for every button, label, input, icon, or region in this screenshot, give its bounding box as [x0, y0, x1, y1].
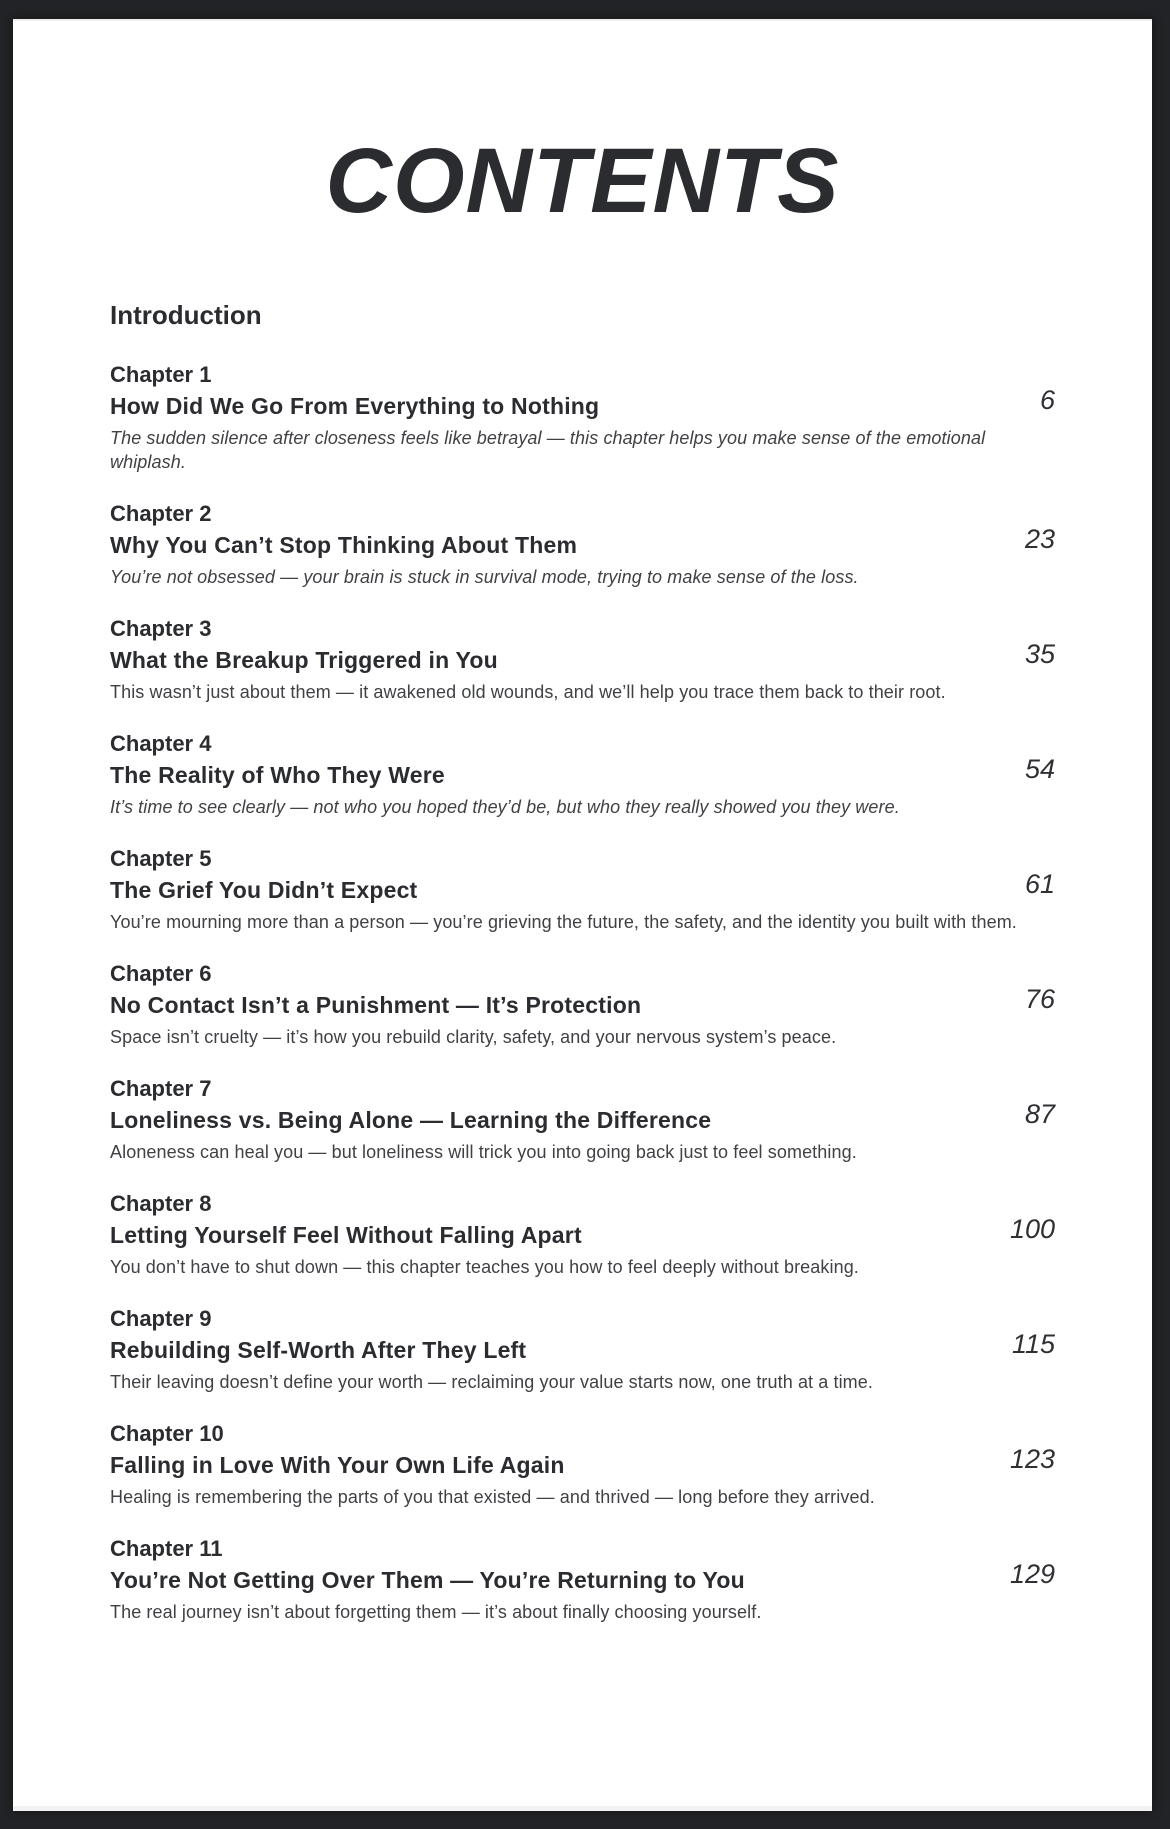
page-content	[13, 21, 1152, 1624]
chapter-label: Chapter 5	[110, 846, 212, 871]
contents-title: CONTENTS	[325, 130, 840, 232]
chapter-title: Why You Can’t Stop Thinking About Them	[110, 532, 578, 558]
toc-entry[interactable]	[110, 1188, 1055, 1279]
chapter-description: Their leaving doesn’t define your worth — reclaiming your value starts now, one truth at a time.	[110, 1372, 873, 1392]
chapter-label: Chapter 9	[110, 1306, 212, 1331]
toc-entry[interactable]	[110, 1073, 1055, 1164]
chapter-page-number: 23	[1024, 524, 1055, 554]
chapter-description: Healing is remembering the parts of you that existed — and thrived — long before they arrived.	[110, 1487, 875, 1507]
chapter-label: Chapter 7	[110, 1076, 212, 1101]
chapter-page-number: 129	[1009, 1559, 1055, 1589]
toc-entry[interactable]	[110, 498, 1055, 589]
chapter-page-number: 54	[1024, 754, 1055, 784]
chapter-page-number: 115	[1011, 1329, 1055, 1359]
chapter-title: You’re Not Getting Over Them — You’re Returning to You	[110, 1567, 745, 1593]
chapter-description: Space isn’t cruelty — it’s how you rebuild clarity, safety, and your nervous system’s peace.	[110, 1027, 837, 1047]
chapter-title: Loneliness vs. Being Alone — Learning the Difference	[110, 1107, 712, 1133]
toc-entry[interactable]	[110, 958, 1055, 1049]
chapter-label: Chapter 6	[110, 961, 212, 986]
chapter-label: Chapter 11	[110, 1536, 223, 1561]
toc-entry[interactable]	[110, 359, 1055, 474]
chapter-page-number: 100	[1009, 1214, 1055, 1244]
chapter-description: Aloneness can heal you — but loneliness will trick you into going back just to feel something.	[110, 1142, 857, 1162]
chapter-page-number: 61	[1024, 869, 1055, 899]
document-page	[13, 19, 1152, 1811]
chapter-title: Falling in Love With Your Own Life Again	[110, 1452, 565, 1478]
chapter-description: The real journey isn’t about forgetting them — it’s about finally choosing yourself.	[110, 1602, 762, 1622]
chapter-description: This wasn’t just about them — it awakened old wounds, and we’ll help you trace them back to their root.	[110, 682, 946, 702]
chapter-page-number: 87	[1024, 1099, 1055, 1129]
chapter-title: Rebuilding Self-Worth After They Left	[110, 1337, 527, 1363]
table-of-contents	[110, 359, 1055, 1624]
toc-entry[interactable]	[110, 1418, 1055, 1509]
chapter-label: Chapter 1	[110, 362, 212, 387]
chapter-title: How Did We Go From Everything to Nothing	[110, 393, 600, 419]
chapter-label: Chapter 10	[110, 1421, 224, 1446]
toc-entry[interactable]	[110, 843, 1055, 934]
chapter-label: Chapter 3	[110, 616, 212, 641]
chapter-description: You’re mourning more than a person — you’re grieving the future, the safety, and the identity you built with them.	[110, 912, 1017, 932]
chapter-description: It’s time to see clearly — not who you hoped they’d be, but who they really showed you they were.	[110, 797, 900, 817]
chapter-description: You’re not obsessed — your brain is stuck in survival mode, trying to make sense of the loss.	[110, 567, 859, 587]
toc-entry[interactable]	[110, 1303, 1055, 1394]
toc-entry[interactable]	[110, 1533, 1055, 1624]
chapter-label: Chapter 8	[110, 1191, 212, 1216]
chapter-title: The Reality of Who They Were	[110, 762, 445, 788]
chapter-label: Chapter 4	[110, 731, 212, 756]
chapter-description: The sudden silence after closeness feels like betrayal — this chapter helps you make sense of the emotional whiplash.	[110, 428, 986, 472]
chapter-page-number: 6	[1039, 385, 1055, 415]
toc-entry[interactable]	[110, 613, 1055, 704]
chapter-title: Letting Yourself Feel Without Falling Apart	[110, 1222, 582, 1248]
chapter-title: What the Breakup Triggered in You	[110, 647, 498, 673]
chapter-title: No Contact Isn’t a Punishment — It’s Protection	[110, 992, 642, 1018]
chapter-page-number: 76	[1024, 984, 1055, 1014]
chapter-page-number: 35	[1024, 639, 1055, 669]
toc-entry[interactable]	[110, 728, 1055, 819]
chapter-description: You don’t have to shut down — this chapter teaches you how to feel deeply without breaking.	[110, 1257, 859, 1277]
chapter-label: Chapter 2	[110, 501, 212, 526]
chapter-title: The Grief You Didn’t Expect	[110, 877, 418, 903]
introduction-heading: Introduction	[110, 300, 262, 330]
chapter-page-number: 123	[1009, 1444, 1055, 1474]
